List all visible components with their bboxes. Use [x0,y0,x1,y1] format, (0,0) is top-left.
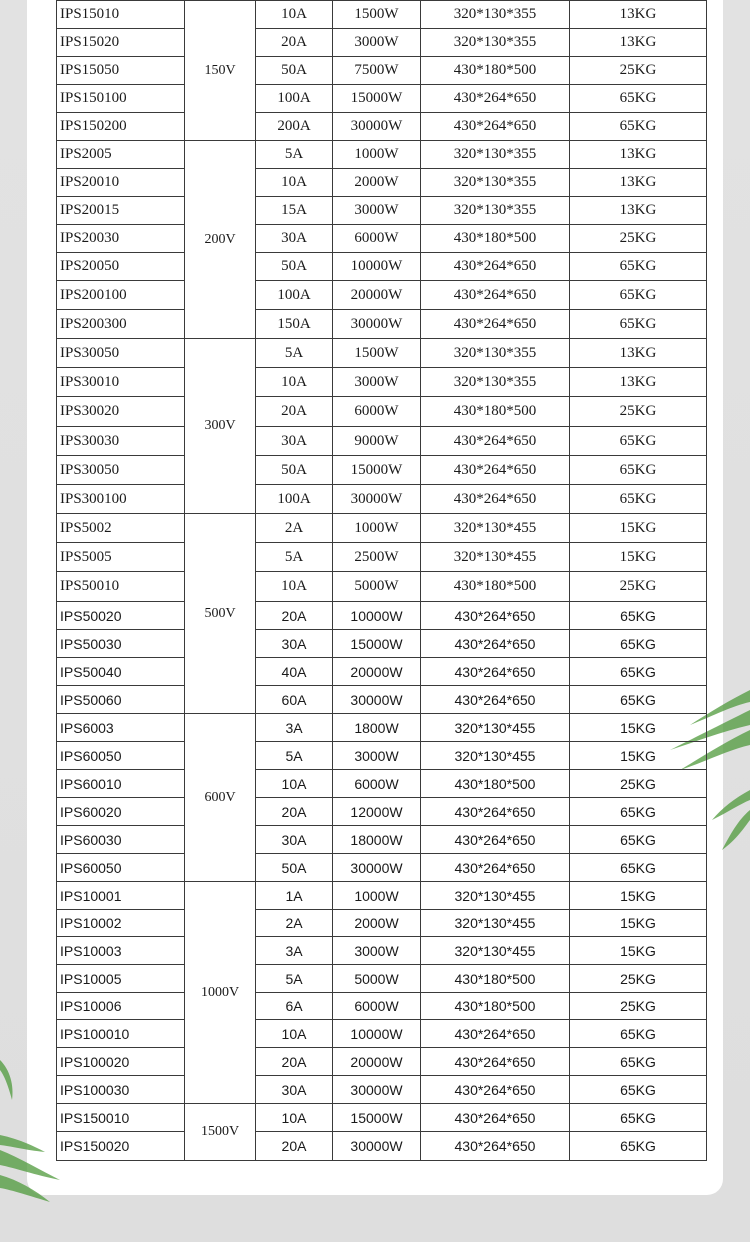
table-row [57,1076,707,1104]
weight-cell: 25KG [570,993,707,1020]
table-row [57,427,707,456]
power-cell: 30000W [333,310,421,339]
voltage-cell: 1500V [185,1104,256,1161]
power-cell: 6000W [333,225,421,253]
power-cell: 2000W [333,910,421,937]
dimensions-cell: 430*180*500 [421,770,570,798]
table-row [57,572,707,602]
dimensions-cell: 430*180*500 [421,965,570,993]
current-cell: 20A [256,1132,333,1161]
current-cell: 10A [256,1020,333,1048]
current-cell: 50A [256,253,333,281]
table-row [57,854,707,882]
weight-cell: 65KG [570,658,707,686]
power-cell: 6000W [333,770,421,798]
table-row [57,882,707,910]
table-row [57,1104,707,1132]
power-cell: 30000W [333,854,421,882]
dimensions-cell: 430*264*650 [421,85,570,113]
dimensions-cell: 320*130*355 [421,339,570,368]
table-row [57,742,707,770]
model-cell: IPS100030 [57,1076,185,1104]
current-cell: 20A [256,798,333,826]
power-cell: 2500W [333,543,421,572]
table-row [57,770,707,798]
table-row [57,630,707,658]
table-row [57,1132,707,1161]
dimensions-cell: 430*264*650 [421,1048,570,1076]
table-row [57,1,707,29]
power-cell: 30000W [333,1132,421,1161]
power-cell: 15000W [333,456,421,485]
current-cell: 6A [256,993,333,1020]
power-cell: 30000W [333,686,421,714]
dimensions-cell: 430*264*650 [421,427,570,456]
power-cell: 3000W [333,368,421,397]
power-cell: 15000W [333,1104,421,1132]
model-cell: IPS150010 [57,1104,185,1132]
dimensions-cell: 430*264*650 [421,281,570,310]
weight-cell: 65KG [570,602,707,630]
current-cell: 5A [256,965,333,993]
weight-cell: 15KG [570,543,707,572]
voltage-cell: 150V [185,1,256,141]
weight-cell: 65KG [570,485,707,514]
current-cell: 100A [256,281,333,310]
power-cell: 6000W [333,397,421,427]
voltage-cell: 200V [185,141,256,339]
weight-cell: 65KG [570,253,707,281]
model-cell: IPS50040 [57,658,185,686]
current-cell: 3A [256,937,333,965]
weight-cell: 15KG [570,714,707,742]
power-cell: 15000W [333,630,421,658]
weight-cell: 25KG [570,770,707,798]
table-row [57,456,707,485]
power-cell: 12000W [333,798,421,826]
dimensions-cell: 430*264*650 [421,854,570,882]
weight-cell: 65KG [570,310,707,339]
dimensions-cell: 430*264*650 [421,826,570,854]
current-cell: 5A [256,543,333,572]
table-row [57,1020,707,1048]
weight-cell: 65KG [570,826,707,854]
current-cell: 10A [256,572,333,602]
power-cell: 6000W [333,993,421,1020]
current-cell: 1A [256,882,333,910]
power-cell: 10000W [333,253,421,281]
dimensions-cell: 430*264*650 [421,310,570,339]
power-cell: 1000W [333,141,421,169]
power-cell: 1000W [333,514,421,543]
current-cell: 10A [256,770,333,798]
dimensions-cell: 320*130*455 [421,742,570,770]
table-row [57,169,707,197]
table-row [57,714,707,742]
model-cell: IPS200100 [57,281,185,310]
current-cell: 100A [256,85,333,113]
spec-table [56,0,707,1161]
table-row [57,937,707,965]
dimensions-cell: 430*180*500 [421,225,570,253]
current-cell: 10A [256,368,333,397]
table-row [57,57,707,85]
current-cell: 3A [256,714,333,742]
dimensions-cell: 320*130*455 [421,714,570,742]
model-cell: IPS20010 [57,169,185,197]
dimensions-cell: 430*264*650 [421,798,570,826]
weight-cell: 65KG [570,456,707,485]
dimensions-cell: 320*130*455 [421,882,570,910]
table-row [57,826,707,854]
weight-cell: 65KG [570,85,707,113]
power-cell: 30000W [333,1076,421,1104]
table-row [57,485,707,514]
dimensions-cell: 430*264*650 [421,485,570,514]
dimensions-cell: 320*130*355 [421,197,570,225]
dimensions-cell: 430*264*650 [421,1020,570,1048]
current-cell: 50A [256,57,333,85]
dimensions-cell: 320*130*455 [421,937,570,965]
weight-cell: 65KG [570,686,707,714]
weight-cell: 65KG [570,281,707,310]
weight-cell: 13KG [570,339,707,368]
dimensions-cell: 320*130*355 [421,29,570,57]
weight-cell: 13KG [570,141,707,169]
dimensions-cell: 320*130*455 [421,514,570,543]
model-cell: IPS2005 [57,141,185,169]
dimensions-cell: 430*264*650 [421,630,570,658]
current-cell: 50A [256,456,333,485]
current-cell: 2A [256,514,333,543]
model-cell: IPS150020 [57,1132,185,1161]
current-cell: 5A [256,339,333,368]
dimensions-cell: 430*180*500 [421,57,570,85]
weight-cell: 13KG [570,197,707,225]
weight-cell: 25KG [570,397,707,427]
table-row [57,197,707,225]
table-row [57,993,707,1020]
voltage-cell: 600V [185,714,256,882]
power-cell: 9000W [333,427,421,456]
weight-cell: 65KG [570,1104,707,1132]
current-cell: 20A [256,1048,333,1076]
power-cell: 5000W [333,572,421,602]
current-cell: 20A [256,397,333,427]
current-cell: 2A [256,910,333,937]
weight-cell: 65KG [570,798,707,826]
dimensions-cell: 430*264*650 [421,658,570,686]
power-cell: 2000W [333,169,421,197]
power-cell: 1500W [333,1,421,29]
model-cell: IPS15010 [57,1,185,29]
power-cell: 1000W [333,882,421,910]
power-cell: 30000W [333,485,421,514]
voltage-cell: 1000V [185,882,256,1104]
dimensions-cell: 320*130*455 [421,543,570,572]
model-cell: IPS200300 [57,310,185,339]
current-cell: 30A [256,826,333,854]
power-cell: 10000W [333,602,421,630]
table-row [57,85,707,113]
model-cell: IPS60020 [57,798,185,826]
weight-cell: 65KG [570,630,707,658]
dimensions-cell: 430*180*500 [421,397,570,427]
dimensions-cell: 430*180*500 [421,572,570,602]
dimensions-cell: 320*130*355 [421,141,570,169]
weight-cell: 15KG [570,514,707,543]
weight-cell: 25KG [570,572,707,602]
weight-cell: 15KG [570,937,707,965]
weight-cell: 15KG [570,742,707,770]
dimensions-cell: 430*264*650 [421,456,570,485]
weight-cell: 65KG [570,1132,707,1161]
model-cell: IPS20050 [57,253,185,281]
model-cell: IPS30010 [57,368,185,397]
model-cell: IPS30030 [57,427,185,456]
power-cell: 3000W [333,197,421,225]
current-cell: 100A [256,485,333,514]
weight-cell: 65KG [570,113,707,141]
dimensions-cell: 430*180*500 [421,993,570,1020]
dimensions-cell: 430*264*650 [421,113,570,141]
power-cell: 10000W [333,1020,421,1048]
table-row [57,310,707,339]
power-cell: 18000W [333,826,421,854]
model-cell: IPS150200 [57,113,185,141]
power-cell: 20000W [333,281,421,310]
model-cell: IPS60010 [57,770,185,798]
weight-cell: 25KG [570,57,707,85]
model-cell: IPS10003 [57,937,185,965]
model-cell: IPS10006 [57,993,185,1020]
current-cell: 40A [256,658,333,686]
model-cell: IPS100020 [57,1048,185,1076]
table-row [57,339,707,368]
model-cell: IPS20030 [57,225,185,253]
current-cell: 10A [256,1,333,29]
power-cell: 3000W [333,937,421,965]
weight-cell: 65KG [570,1020,707,1048]
current-cell: 200A [256,113,333,141]
current-cell: 20A [256,602,333,630]
table-row [57,686,707,714]
current-cell: 60A [256,686,333,714]
table-row [57,225,707,253]
current-cell: 5A [256,141,333,169]
current-cell: 15A [256,197,333,225]
power-cell: 7500W [333,57,421,85]
table-row [57,965,707,993]
model-cell: IPS10002 [57,910,185,937]
weight-cell: 65KG [570,1076,707,1104]
model-cell: IPS60050 [57,742,185,770]
model-cell: IPS10005 [57,965,185,993]
voltage-cell: 500V [185,514,256,714]
current-cell: 5A [256,742,333,770]
model-cell: IPS50010 [57,572,185,602]
model-cell: IPS60030 [57,826,185,854]
weight-cell: 65KG [570,427,707,456]
current-cell: 10A [256,169,333,197]
dimensions-cell: 430*264*650 [421,253,570,281]
model-cell: IPS5005 [57,543,185,572]
dimensions-cell: 430*264*650 [421,686,570,714]
power-cell: 5000W [333,965,421,993]
weight-cell: 25KG [570,225,707,253]
model-cell: IPS6003 [57,714,185,742]
dimensions-cell: 320*130*355 [421,169,570,197]
dimensions-cell: 430*264*650 [421,1076,570,1104]
table-row [57,253,707,281]
power-cell: 15000W [333,85,421,113]
model-cell: IPS30050 [57,456,185,485]
power-cell: 1500W [333,339,421,368]
model-cell: IPS150100 [57,85,185,113]
dimensions-cell: 430*264*650 [421,1104,570,1132]
table-row [57,514,707,543]
model-cell: IPS50060 [57,686,185,714]
current-cell: 150A [256,310,333,339]
table-row [57,658,707,686]
current-cell: 30A [256,427,333,456]
table-row [57,1048,707,1076]
model-cell: IPS30020 [57,397,185,427]
dimensions-cell: 430*264*650 [421,1132,570,1161]
current-cell: 30A [256,1076,333,1104]
dimensions-cell: 320*130*355 [421,368,570,397]
weight-cell: 25KG [570,965,707,993]
weight-cell: 65KG [570,1048,707,1076]
power-cell: 30000W [333,113,421,141]
dimensions-cell: 320*130*355 [421,1,570,29]
model-cell: IPS50030 [57,630,185,658]
model-cell: IPS20015 [57,197,185,225]
power-cell: 20000W [333,658,421,686]
dimensions-cell: 320*130*455 [421,910,570,937]
power-cell: 3000W [333,742,421,770]
model-cell: IPS5002 [57,514,185,543]
dimensions-cell: 430*264*650 [421,602,570,630]
power-cell: 1800W [333,714,421,742]
table-row [57,29,707,57]
current-cell: 30A [256,630,333,658]
model-cell: IPS15020 [57,29,185,57]
weight-cell: 13KG [570,368,707,397]
weight-cell: 15KG [570,910,707,937]
current-cell: 50A [256,854,333,882]
table-row [57,798,707,826]
model-cell: IPS60050 [57,854,185,882]
table-row [57,281,707,310]
model-cell: IPS30050 [57,339,185,368]
model-cell: IPS10001 [57,882,185,910]
weight-cell: 13KG [570,1,707,29]
table-row [57,397,707,427]
model-cell: IPS50020 [57,602,185,630]
current-cell: 20A [256,29,333,57]
model-cell: IPS15050 [57,57,185,85]
table-row [57,543,707,572]
voltage-cell: 300V [185,339,256,514]
current-cell: 10A [256,1104,333,1132]
model-cell: IPS300100 [57,485,185,514]
power-cell: 3000W [333,29,421,57]
table-row [57,910,707,937]
weight-cell: 15KG [570,882,707,910]
model-cell: IPS100010 [57,1020,185,1048]
table-row [57,113,707,141]
weight-cell: 13KG [570,29,707,57]
weight-cell: 65KG [570,854,707,882]
current-cell: 30A [256,225,333,253]
table-row [57,602,707,630]
power-cell: 20000W [333,1048,421,1076]
table-row [57,368,707,397]
weight-cell: 13KG [570,169,707,197]
table-row [57,141,707,169]
